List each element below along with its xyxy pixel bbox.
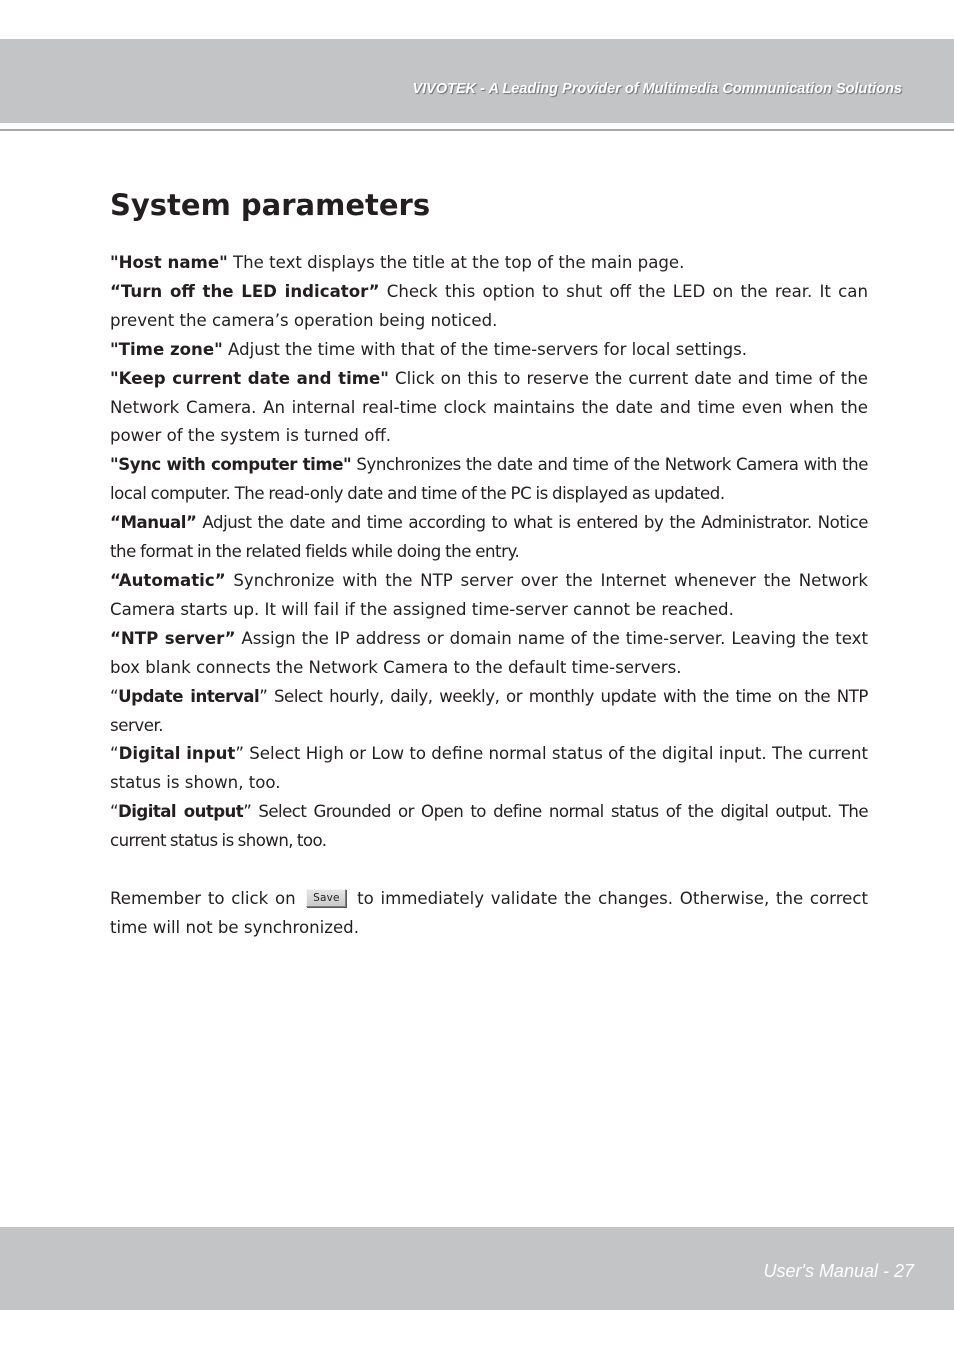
paragraph-keep-date-time bbox=[110, 365, 868, 452]
header-divider bbox=[0, 129, 954, 131]
open-quote: “ bbox=[110, 802, 119, 822]
desc-sync-computer-time: Synchronizes the date and time of the Network Camera with the local computer. The read-only date and time of the PC is displayed as updated. bbox=[110, 455, 868, 504]
term-sync-computer-time: "Sync with computer time" bbox=[110, 455, 352, 475]
save-button[interactable]: Save bbox=[306, 889, 346, 907]
desc-ntp-server: Assign the IP address or domain name of the time-server. Leaving the text box blank connects the Network Camera to the default time-servers. bbox=[110, 628, 868, 677]
reminder-after: to immediately validate the changes. Otherwise, the correct time will not be synchronized. bbox=[110, 889, 868, 937]
footer-band bbox=[0, 1227, 954, 1310]
paragraph-reminder bbox=[110, 885, 868, 943]
term-keep-date-time: "Keep current date and time" bbox=[110, 368, 389, 388]
term-digital-output: Digital output bbox=[118, 802, 244, 822]
paragraph-update-interval bbox=[110, 683, 868, 741]
term-manual: “Manual” bbox=[110, 513, 197, 533]
desc-time-zone: Adjust the time with that of the time-servers for local settings. bbox=[222, 339, 748, 359]
page-title: System parameters bbox=[110, 188, 431, 222]
paragraph-digital-output bbox=[110, 798, 868, 856]
paragraph-digital-input bbox=[110, 740, 868, 798]
paragraph-manual bbox=[110, 509, 868, 567]
paragraph-spacer bbox=[110, 856, 868, 885]
term-digital-input: Digital input bbox=[118, 744, 236, 764]
open-quote: “ bbox=[110, 744, 119, 764]
paragraph-automatic bbox=[110, 567, 868, 625]
desc-host-name: The text displays the title at the top of the main page. bbox=[227, 253, 685, 272]
term-host-name: "Host name" bbox=[110, 253, 228, 272]
term-automatic: “Automatic” bbox=[110, 570, 226, 590]
paragraph-host-name bbox=[110, 249, 868, 278]
open-quote: “ bbox=[110, 686, 119, 706]
paragraph-sync-computer-time bbox=[110, 451, 868, 509]
header-tagline: VIVOTEK - A Leading Provider of Multimedia Communication Solutions bbox=[412, 81, 902, 97]
page-number-label: User's Manual - 27 bbox=[763, 1261, 914, 1281]
paragraph-time-zone bbox=[110, 336, 868, 365]
term-led-indicator: “Turn off the LED indicator” bbox=[110, 281, 380, 301]
paragraph-led-indicator bbox=[110, 278, 868, 336]
paragraph-ntp-server bbox=[110, 625, 868, 683]
desc-keep-date-time: Click on this to reserve the current date and time of the Network Camera. An internal real-time clock maintains the date and time even when the power of the system is turned off. bbox=[110, 368, 868, 446]
term-ntp-server: “NTP server” bbox=[110, 628, 236, 648]
term-update-interval: Update interval bbox=[118, 686, 260, 706]
desc-led-indicator: Check this option to shut off the LED on the rear. It can prevent the camera’s operation being noticed. bbox=[110, 281, 868, 330]
term-time-zone: "Time zone" bbox=[110, 339, 223, 359]
desc-manual: Adjust the date and time according to what is entered by the Administrator. Notice the format in the related fields while doing the entry. bbox=[110, 513, 868, 562]
desc-digital-output: ” Select Grounded or Open to define normal status of the digital output. The current status is shown, too. bbox=[110, 802, 868, 851]
body-content bbox=[110, 249, 868, 943]
header-band bbox=[0, 39, 954, 123]
desc-automatic: Synchronize with the NTP server over the Internet whenever the Network Camera starts up. It will fail if the assigned time-server cannot be reached. bbox=[110, 570, 868, 619]
desc-digital-input: ” Select High or Low to define normal status of the digital input. The current status is shown, too. bbox=[110, 744, 868, 793]
desc-update-interval: ” Select hourly, daily, weekly, or monthly update with the time on the NTP server. bbox=[110, 686, 868, 735]
reminder-before: Remember to click on bbox=[110, 889, 303, 909]
